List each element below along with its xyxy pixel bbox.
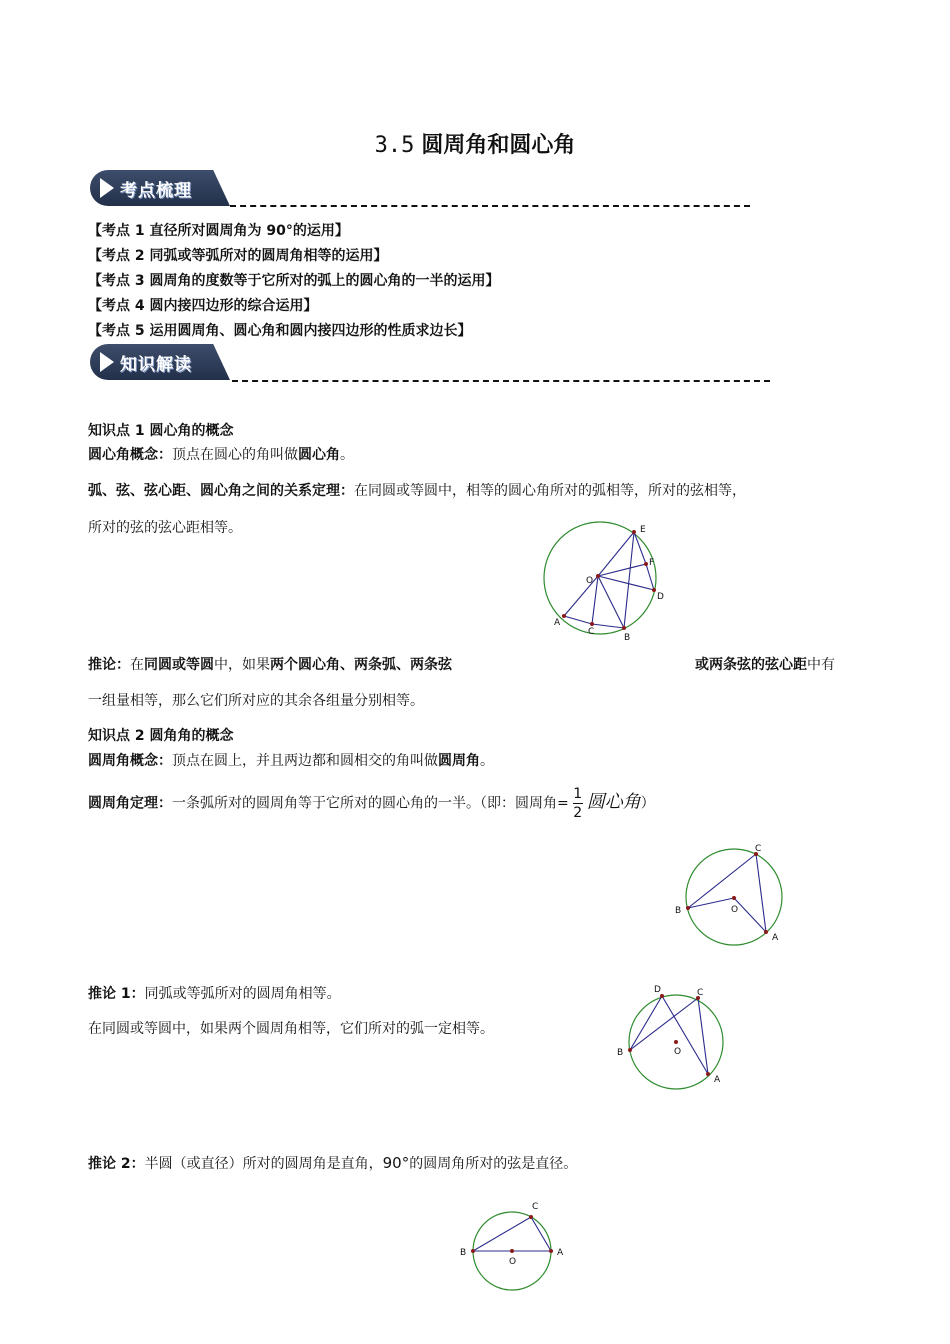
- k2-corollary-2: [88, 1153, 577, 1173]
- fig3-label: D: [654, 985, 661, 995]
- k2-def-label: 圆周角概念：: [88, 753, 172, 769]
- k2-c2-deg: 90°: [382, 1154, 410, 1172]
- k1-inf-a: 在: [130, 657, 144, 673]
- k1-inf-d: 两个圆心角、两条弧、两条弦: [270, 657, 452, 673]
- title-text: 圆周角和圆心角: [421, 133, 576, 158]
- k2-def-end: 。: [480, 753, 494, 769]
- k2-c2-text-end: 的圆周角所对的弦是直径。: [409, 1156, 578, 1172]
- fig2-label: O: [731, 905, 739, 915]
- page-title: [0, 128, 950, 159]
- fig3-label: O: [674, 1047, 682, 1057]
- k2-thm-text: 一条弧所对的圆周角等于它所对的圆心角的一半。（即：圆周角=: [172, 795, 569, 812]
- fig1-label: O: [586, 576, 594, 586]
- k1-inf-label: 推论：: [88, 657, 130, 673]
- k1-def-end: 。: [340, 447, 354, 463]
- k1-rel-label: 弧、弦、弦心距、圆心角之间的关系定理：: [88, 483, 354, 499]
- k1-relation: [88, 480, 888, 500]
- k1-inf-c: 中，如果: [214, 657, 270, 673]
- frac-den: 2: [573, 805, 583, 821]
- figure-inscribed-angle: [668, 840, 792, 948]
- kaodian-item-5: 【考点 5 运用圆周角、圆心角和圆内接四边形的性质求边长】: [88, 323, 472, 339]
- k2-c2-label: 推论 2：: [88, 1156, 145, 1172]
- fig4-label: O: [509, 1257, 517, 1267]
- k2-thm-term: 圆心角: [586, 791, 641, 813]
- kaodian-item-1: 【考点 1 直径所对圆周角为 90°的运用】: [88, 223, 349, 239]
- k2-corollary-1b: 在同圆或等圆中，如果两个圆周角相等，它们所对的弧一定相等。: [88, 1021, 494, 1037]
- play-icon: [100, 352, 114, 372]
- k2-heading: 知识点 2 圆角角的概念: [88, 728, 234, 744]
- kaodian-item-2: 【考点 2 同弧或等弧所对的圆周角相等的运用】: [88, 248, 388, 264]
- fig2-label: C: [755, 844, 762, 854]
- k1-definition: [88, 444, 354, 464]
- k2-corollary-1: [88, 983, 341, 1003]
- figure-central-angles: [538, 518, 678, 644]
- k1-def-label: 圆心角概念：: [88, 447, 172, 463]
- fig2-label: B: [675, 906, 682, 916]
- fraction-half: [573, 786, 583, 821]
- title-number: 3.5: [374, 133, 415, 158]
- k2-thm-end: ）: [640, 795, 655, 812]
- fig4-label: C: [532, 1202, 539, 1212]
- banner-zhishi: [90, 344, 235, 382]
- figure-equal-angles: [612, 980, 732, 1090]
- k2-c1-label: 推论 1：: [88, 986, 145, 1002]
- kaodian-item-3: 【考点 3 圆周角的度数等于它所对的弧上的圆心角的一半的运用】: [88, 273, 500, 289]
- k2-thm-label: 圆周角定理：: [88, 795, 172, 812]
- fig3-label: B: [617, 1048, 624, 1058]
- divider: [232, 380, 770, 382]
- fig1-label: E: [640, 525, 646, 535]
- k2-def-text: 顶点在圆上，并且两边都和圆相交的角叫做: [172, 753, 438, 769]
- fig1-label: A: [554, 618, 561, 628]
- frac-num: 1: [573, 786, 583, 802]
- fig1-label: C: [588, 627, 595, 637]
- k1-def-text: 顶点在圆心的角叫做: [172, 447, 298, 463]
- k1-inf-b: 同圆或等圆: [144, 657, 214, 673]
- k1-relation-2: 所对的弦的弦心距相等。: [88, 520, 242, 536]
- k2-def-term: 圆周角: [438, 753, 480, 769]
- banner-label: 考点梳理: [120, 181, 192, 201]
- k2-c1-text: 同弧或等弧所对的圆周角相等。: [144, 986, 341, 1002]
- figure-semicircle: [455, 1196, 575, 1296]
- banner-kaodian: [90, 170, 235, 208]
- k2-definition: [88, 750, 494, 770]
- banner-label: 知识解读: [120, 355, 192, 375]
- fig3-label: A: [714, 1075, 721, 1085]
- fig3-label: C: [697, 988, 704, 998]
- k1-inf-e: 或两条弦的弦心距: [695, 657, 807, 673]
- fig1-label: B: [624, 633, 631, 643]
- k1-def-term: 圆心角: [298, 447, 340, 463]
- k1-heading: 知识点 1 圆心角的概念: [88, 423, 234, 439]
- k1-inf-f: 中有: [807, 657, 835, 673]
- fig4-label: B: [460, 1248, 467, 1258]
- divider: [230, 205, 750, 207]
- kaodian-item-4: 【考点 4 圆内接四边形的综合运用】: [88, 298, 318, 314]
- fig4-label: A: [557, 1248, 564, 1258]
- k1-rel-text: 在同圆或等圆中，相等的圆心角所对的弧相等，所对的弦相等，: [354, 483, 746, 499]
- fig2-label: A: [772, 933, 779, 943]
- k1-inference-2: 一组量相等，那么它们所对应的其余各组量分别相等。: [88, 693, 424, 709]
- play-icon: [100, 178, 114, 198]
- fig1-label: D: [657, 592, 664, 602]
- k1-inference-tail: [695, 654, 835, 674]
- fig1-label: F: [649, 558, 655, 568]
- k2-c2-text: 半圆（或直径）所对的圆周角是直角，: [144, 1156, 383, 1172]
- k2-theorem: [88, 786, 655, 821]
